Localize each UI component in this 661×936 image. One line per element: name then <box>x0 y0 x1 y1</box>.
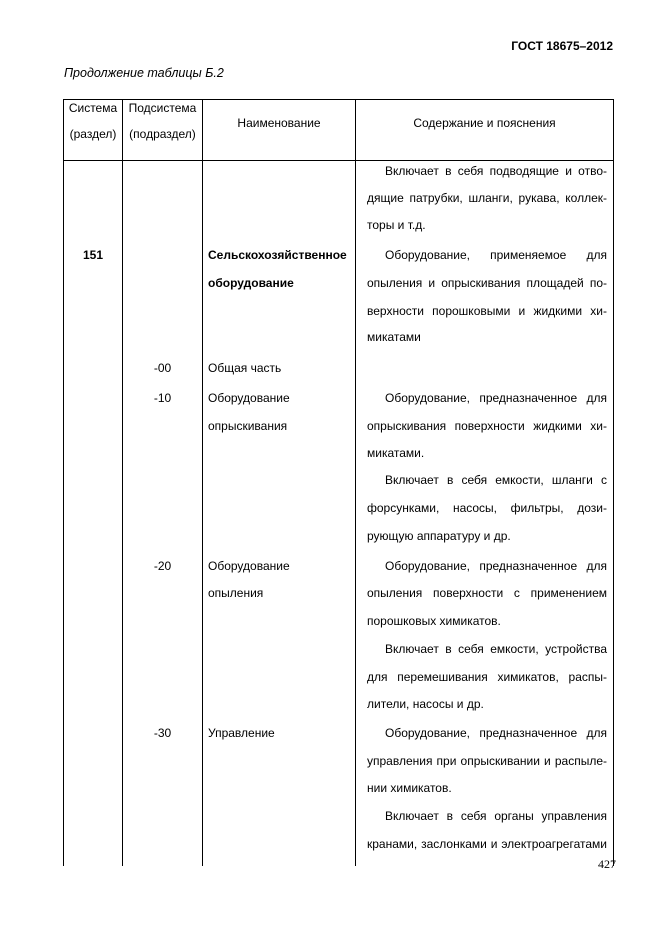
content-line: Включает в себя органы управления <box>385 809 607 823</box>
content-line: Оборудование, предназначенное для <box>385 391 607 405</box>
content-line: микатами. <box>367 446 425 460</box>
col-border-5 <box>613 99 614 866</box>
content-line: лители, насосы и др. <box>367 697 484 711</box>
content-line: опрыскивания поверхности жидкими хи- <box>367 419 607 433</box>
content-line: торы и т.д. <box>367 218 426 232</box>
name-line: оборудование <box>208 276 294 290</box>
name-line: опрыскивания <box>208 419 288 433</box>
content-line: Оборудование, предназначенное для <box>385 559 607 573</box>
content-line: форсунками, насосы, фильтры, дози- <box>367 501 607 515</box>
content-line: Оборудование, предназначенное для <box>385 726 607 740</box>
name-line: Общая часть <box>208 361 282 375</box>
header-name: Наименование <box>237 116 321 130</box>
name-line: Оборудование <box>208 391 290 405</box>
name-line: опыления <box>208 586 264 600</box>
content-line: опыления поверхности с применением <box>367 586 607 600</box>
content-line: Оборудование, применяемое для <box>385 248 607 262</box>
subsystem-code: -20 <box>153 559 172 573</box>
header-system-line-2: (раздел) <box>69 127 117 141</box>
col-border-1 <box>63 99 64 866</box>
content-line: кранами, заслонками и электроагрегатами <box>367 837 607 851</box>
header-subsystem <box>123 95 202 147</box>
content-line: Включает в себя подводящие и отво- <box>385 164 607 178</box>
content-line: микатами <box>367 330 421 344</box>
header-system <box>64 95 122 147</box>
content-line: Включает в себя емкости, шланги с <box>385 473 607 487</box>
name-line: Управление <box>208 726 275 740</box>
table-caption: Продолжение таблицы Б.2 <box>64 66 224 80</box>
header-content: Содержание и пояснения <box>413 116 556 130</box>
name-line: Оборудование <box>208 559 290 573</box>
content-line: опыления и опрыскивания площадей по- <box>367 276 607 290</box>
subsystem-code: -10 <box>153 391 172 405</box>
page-number: 427 <box>598 857 616 871</box>
header-system-line-1: Система <box>68 101 118 115</box>
content-line: верхности порошковыми и жидкими хи- <box>367 304 607 318</box>
content-line: для перемешивания химикатов, распы- <box>367 670 607 684</box>
standard-number: ГОСТ 18675–2012 <box>511 39 613 53</box>
content-line: дящие патрубки, шланги, рукава, коллек- <box>367 191 607 205</box>
content-line: Включает в себя емкости, устройства <box>385 642 607 656</box>
content-line: нии химикатов. <box>367 781 452 795</box>
content-line: управления при опрыскивании и распыле- <box>367 754 607 768</box>
col-border-2 <box>122 99 123 866</box>
name-line: Сельскохозяйственное <box>208 248 347 262</box>
header-bottom-border <box>63 160 614 161</box>
content-line: порошковых химикатов. <box>367 614 501 628</box>
subsystem-code: -30 <box>153 726 172 740</box>
header-subsystem-line-1: Подсистема <box>128 101 197 115</box>
col-border-3 <box>202 99 203 866</box>
content-line: рующую аппаратуру и др. <box>367 529 511 543</box>
header-subsystem-line-2: (подраздел) <box>129 127 196 141</box>
col-border-4 <box>355 99 356 866</box>
subsystem-code: -00 <box>153 361 172 375</box>
system-code: 151 <box>82 248 104 262</box>
